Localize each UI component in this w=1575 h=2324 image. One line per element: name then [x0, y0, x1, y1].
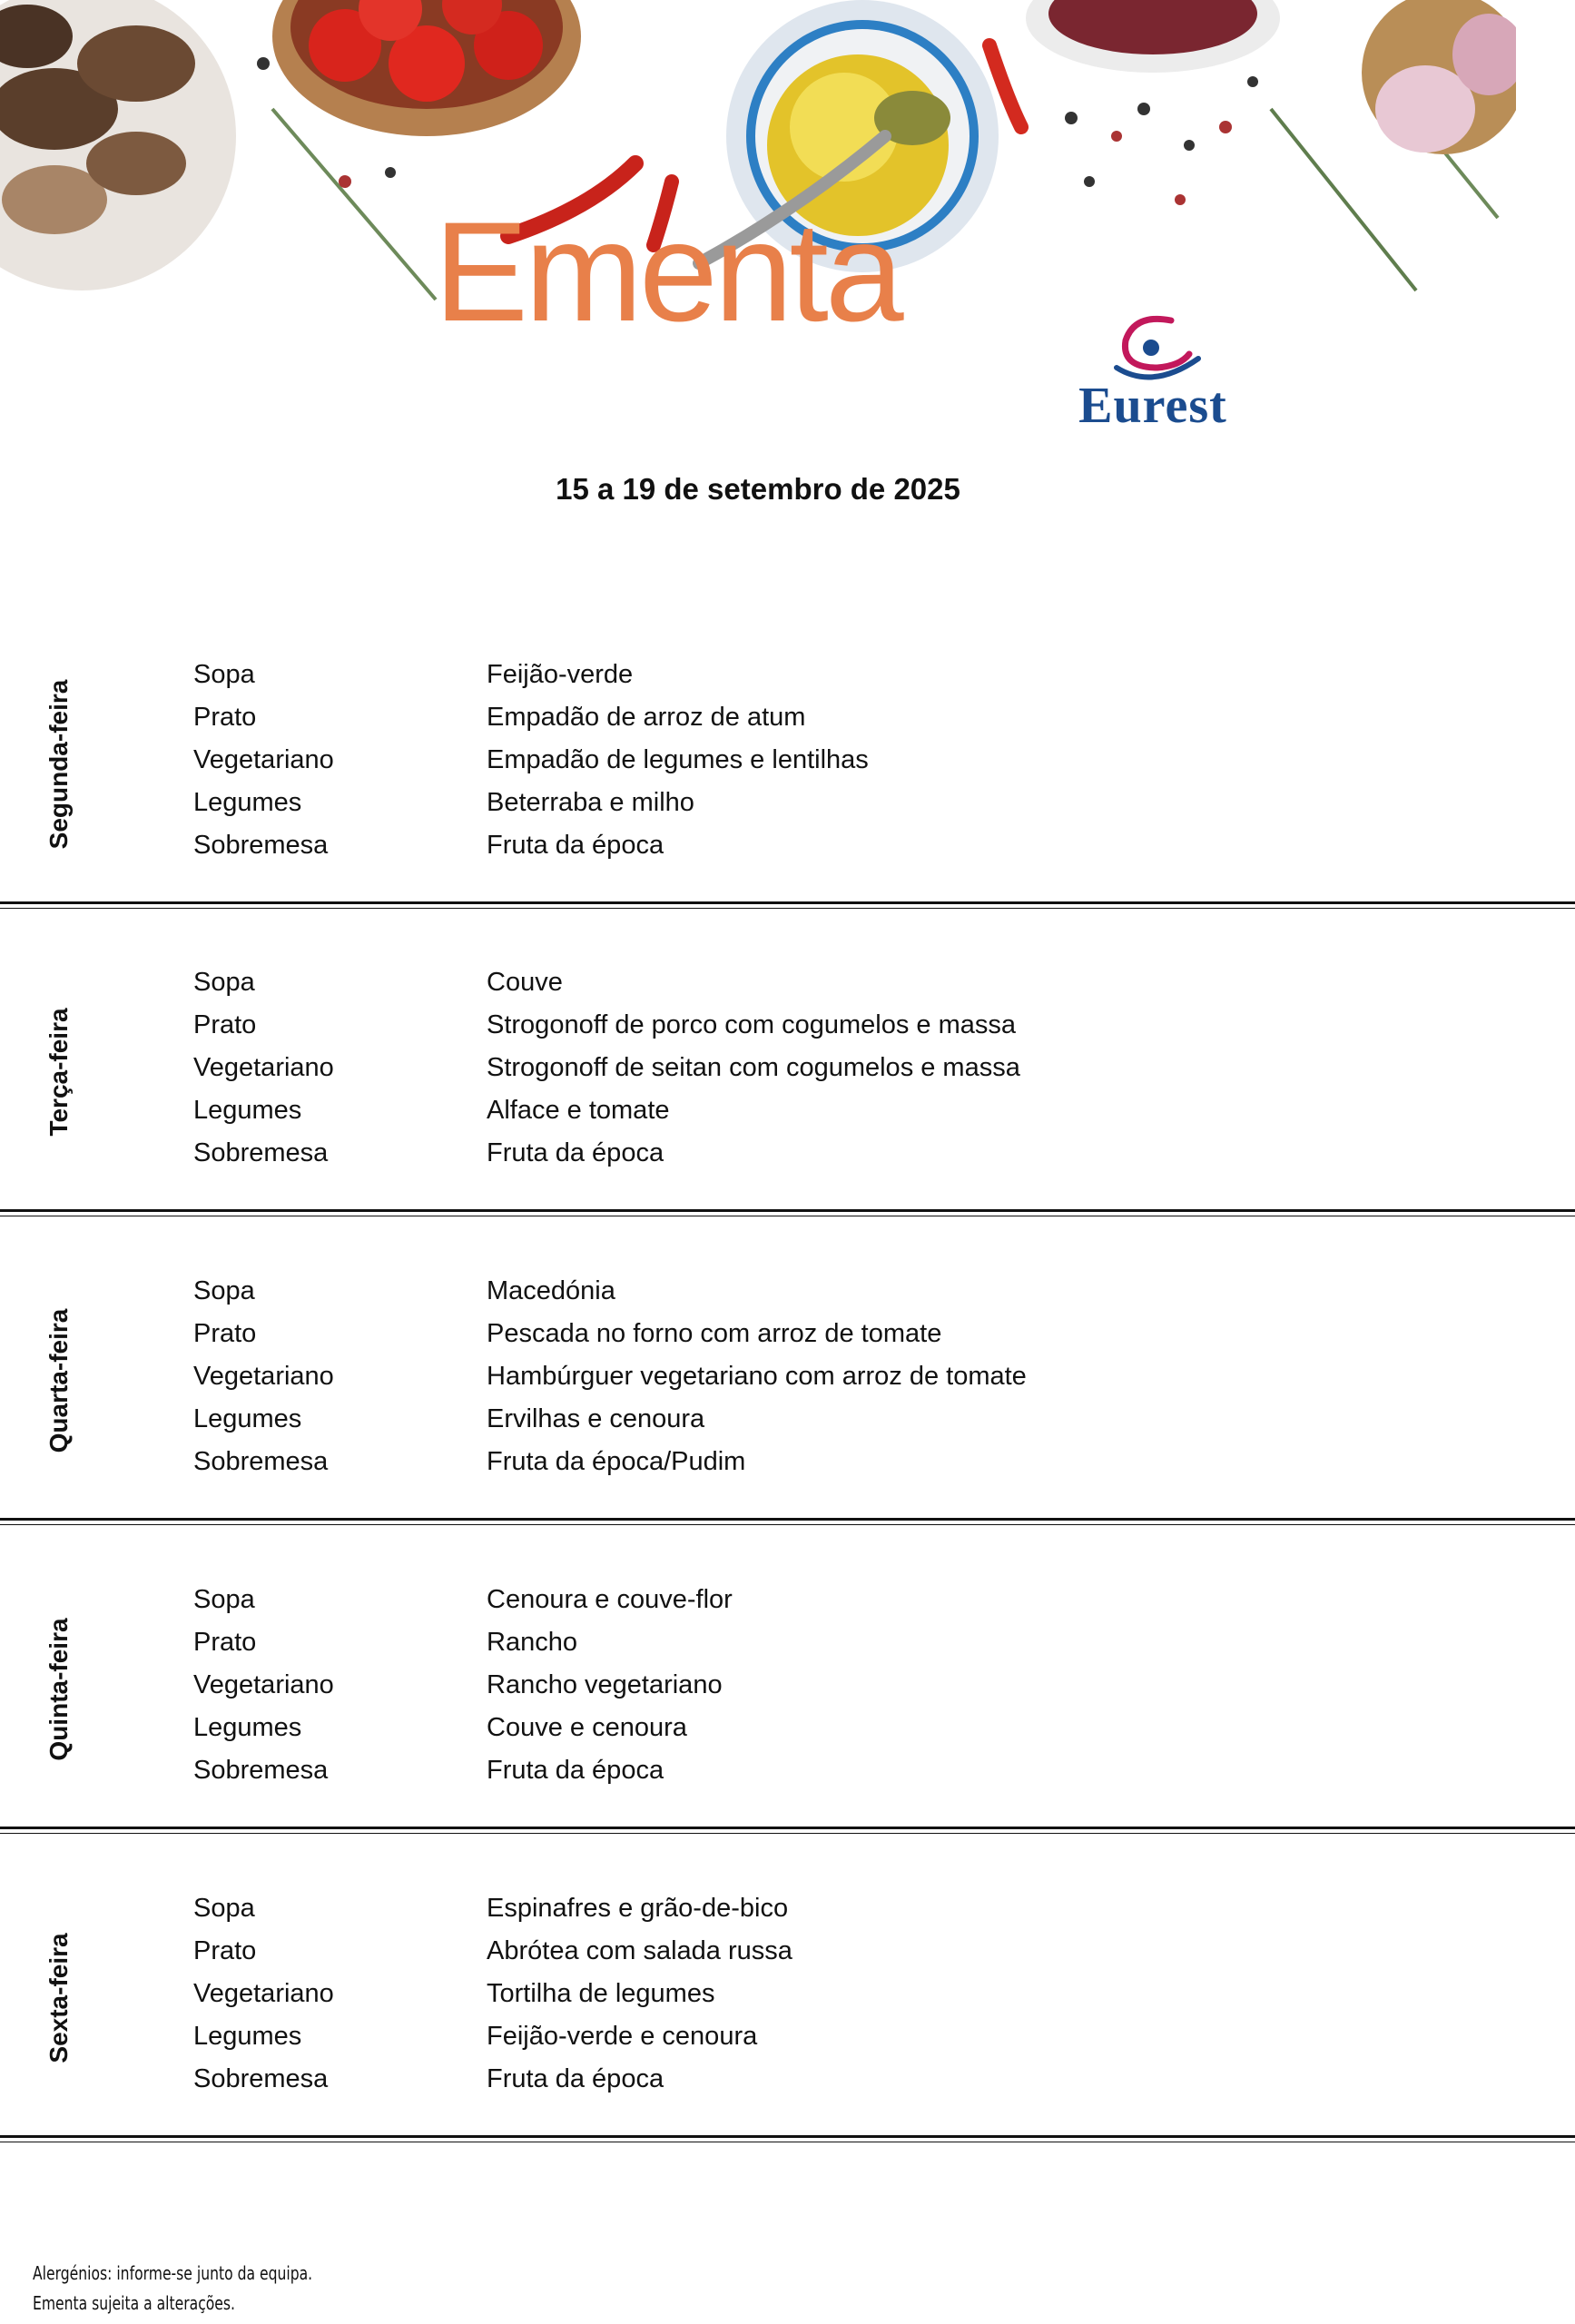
menu-dish: Fruta da época	[487, 831, 664, 860]
menu-period: 15 a 19 de setembro de 2025	[556, 472, 960, 506]
menu-category: Legumes	[193, 788, 302, 817]
menu-category: Vegetariano	[193, 1053, 334, 1082]
menu-category: Prato	[193, 1319, 257, 1348]
menu-dish: Feijão-verde e cenoura	[487, 2022, 758, 2051]
header-banner	[0, 0, 1516, 445]
menu-category: Legumes	[193, 2022, 302, 2051]
menu-category: Sobremesa	[193, 1447, 329, 1476]
menu-dish: Espinafres e grão-de-bico	[487, 1894, 789, 1923]
menu-dish: Couve	[487, 968, 563, 997]
day-block-wednesday	[0, 1245, 1575, 1517]
day-separator	[0, 1827, 1575, 1829]
day-label: Quarta-feira	[44, 1308, 73, 1453]
menu-category: Sopa	[193, 1894, 255, 1923]
day-label: Segunda-feira	[44, 679, 73, 850]
menu-category: Prato	[193, 1010, 257, 1039]
menu-dish: Strogonoff de seitan com cogumelos e massa	[487, 1053, 1020, 1082]
menu-dish: Beterraba e milho	[487, 788, 694, 817]
menu-category: Sobremesa	[193, 1756, 329, 1785]
menu-dish: Pescada no forno com arroz de tomate	[487, 1319, 942, 1348]
menu-category: Prato	[193, 1628, 257, 1657]
menu-dish: Couve e cenoura	[487, 1713, 687, 1742]
menu-title: Ementa	[434, 193, 901, 351]
brand-logo	[1053, 304, 1253, 440]
menu-dish: Strogonoff de porco com cogumelos e massa	[487, 1010, 1017, 1039]
menu-category: Sopa	[193, 1585, 255, 1614]
day-label: Terça-feira	[44, 1008, 73, 1137]
day-block-tuesday	[0, 936, 1575, 1208]
menu-category: Vegetariano	[193, 745, 334, 774]
menu-dish: Empadão de arroz de atum	[487, 703, 806, 732]
menu-dish: Rancho vegetariano	[487, 1670, 723, 1699]
menu-category: Vegetariano	[193, 1362, 334, 1391]
brand-name: Eurest	[1078, 378, 1227, 434]
menu-dish: Fruta da época	[487, 1138, 664, 1167]
day-separator	[0, 1209, 1575, 1212]
menu-dish: Tortilha de legumes	[487, 1979, 715, 2008]
day-separator	[0, 901, 1575, 904]
menu-dish: Fruta da época/Pudim	[487, 1447, 746, 1476]
menu-dish: Cenoura e couve-flor	[487, 1585, 733, 1614]
menu-category: Sopa	[193, 1276, 255, 1305]
menu-category: Legumes	[193, 1404, 302, 1433]
menu-dish: Alface e tomate	[487, 1096, 670, 1125]
menu-category: Legumes	[193, 1096, 302, 1125]
menu-dish: Rancho	[487, 1628, 577, 1657]
day-label: Quinta-feira	[44, 1618, 73, 1761]
menu-category: Prato	[193, 1936, 257, 1965]
menu-category: Vegetariano	[193, 1979, 334, 2008]
menu-dish: Ervilhas e cenoura	[487, 1404, 705, 1433]
day-block-monday	[0, 628, 1575, 901]
day-label: Sexta-feira	[44, 1933, 73, 2063]
menu-dish: Hambúrguer vegetariano com arroz de tomate	[487, 1362, 1027, 1391]
menu-dish: Feijão-verde	[487, 660, 634, 689]
menu-dish: Abrótea com salada russa	[487, 1936, 792, 1965]
menu-category: Sobremesa	[193, 831, 329, 860]
menu-dish: Fruta da época	[487, 2064, 664, 2093]
day-separator	[0, 2135, 1575, 2138]
changes-note: Ementa sujeita a alterações.	[33, 2292, 235, 2314]
menu-category: Sobremesa	[193, 1138, 329, 1167]
menu-category: Sobremesa	[193, 2064, 329, 2093]
footer-notes	[33, 2259, 312, 2319]
day-block-friday	[0, 1862, 1575, 2134]
menu-dish: Fruta da época	[487, 1756, 664, 1785]
menu-dish: Empadão de legumes e lentilhas	[487, 745, 869, 774]
day-block-thursday	[0, 1553, 1575, 1826]
menu-category: Prato	[193, 703, 257, 732]
menu-category: Sopa	[193, 660, 255, 689]
allergen-note: Alergénios: informe-se junto da equipa.	[33, 2262, 313, 2284]
menu-category: Vegetariano	[193, 1670, 334, 1699]
day-separator	[0, 1518, 1575, 1521]
menu-category: Legumes	[193, 1713, 302, 1742]
menu-category: Sopa	[193, 968, 255, 997]
menu-dish: Macedónia	[487, 1276, 615, 1305]
